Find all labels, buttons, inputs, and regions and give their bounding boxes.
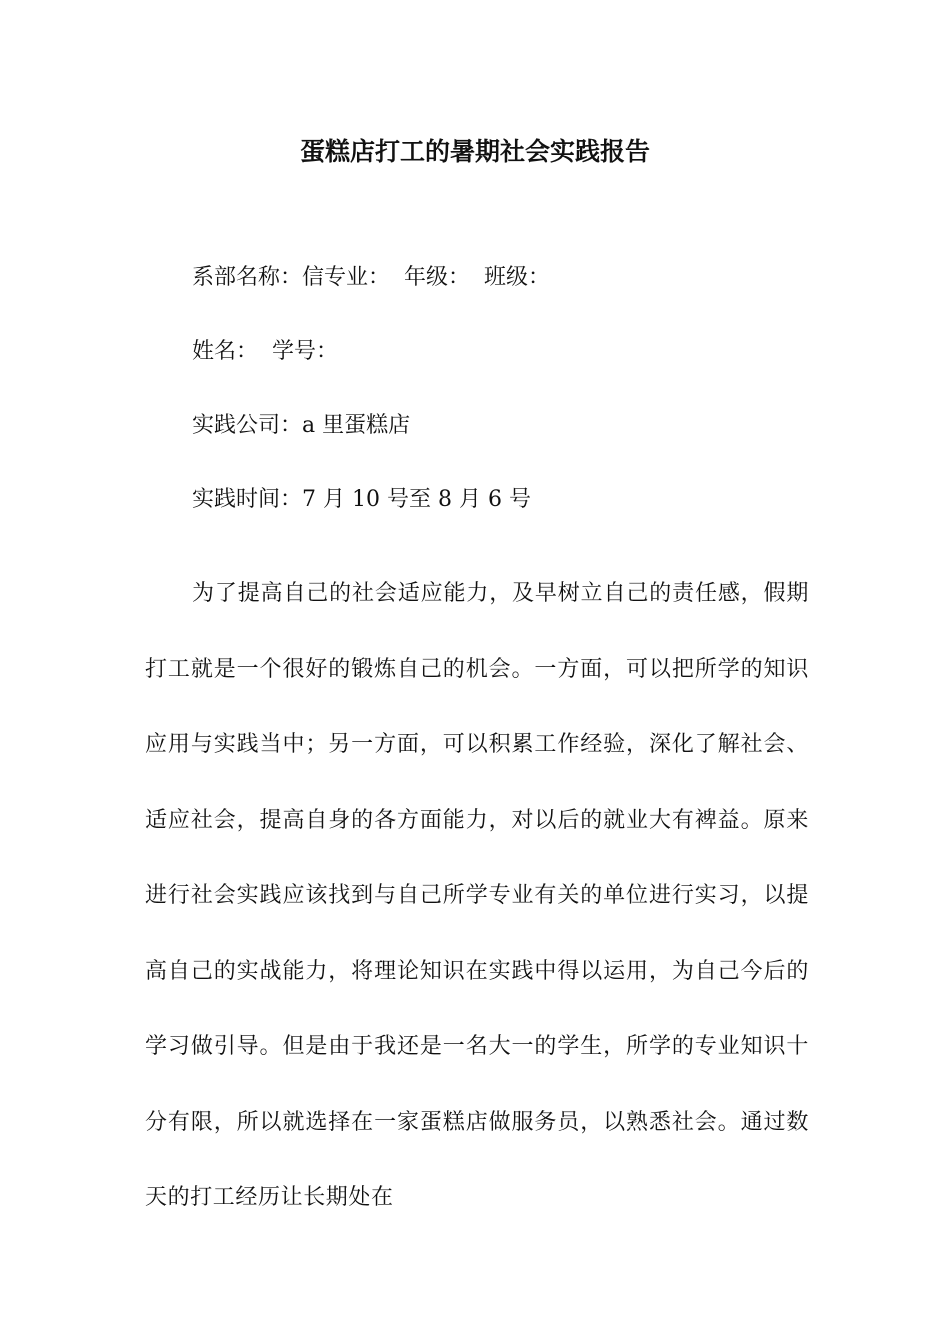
meta-line-department: 系部名称：信专业： 年级： 班级：: [192, 265, 550, 290]
body-paragraph: 为了提高自己的社会适应能力，及早树立自己的责任感，假期打工就是一个很好的锻炼自己的机会。一方面，可以把所学的知识应用与实践当中；另一方面，可以积累工作经验，深化了解社会、适应社会，提高自身的各方面能力，对以后的就业大有裨益。原来进行社会实践应该找到与自己所学专业有关的单位进行实习，以提高自己的实战能力，将理论知识在实践中得以运用，为自己今后的学习做引导。但是由于我还是一名大一的学生，所学的专业知识十分有限，所以就选择在一家蛋糕店做服务员，以熟悉社会。通过数天的打工经历让长期处在: [145, 581, 809, 1210]
meta-line-name: 姓名： 学号：: [192, 339, 338, 364]
meta-line-period: 实践时间：7 月 10 号至 8 月 6 号: [192, 487, 531, 512]
meta-line-company: 实践公司：a 里蛋糕店: [192, 413, 411, 438]
document-title: 蛋糕店打工的暑期社会实践报告: [299, 137, 650, 166]
